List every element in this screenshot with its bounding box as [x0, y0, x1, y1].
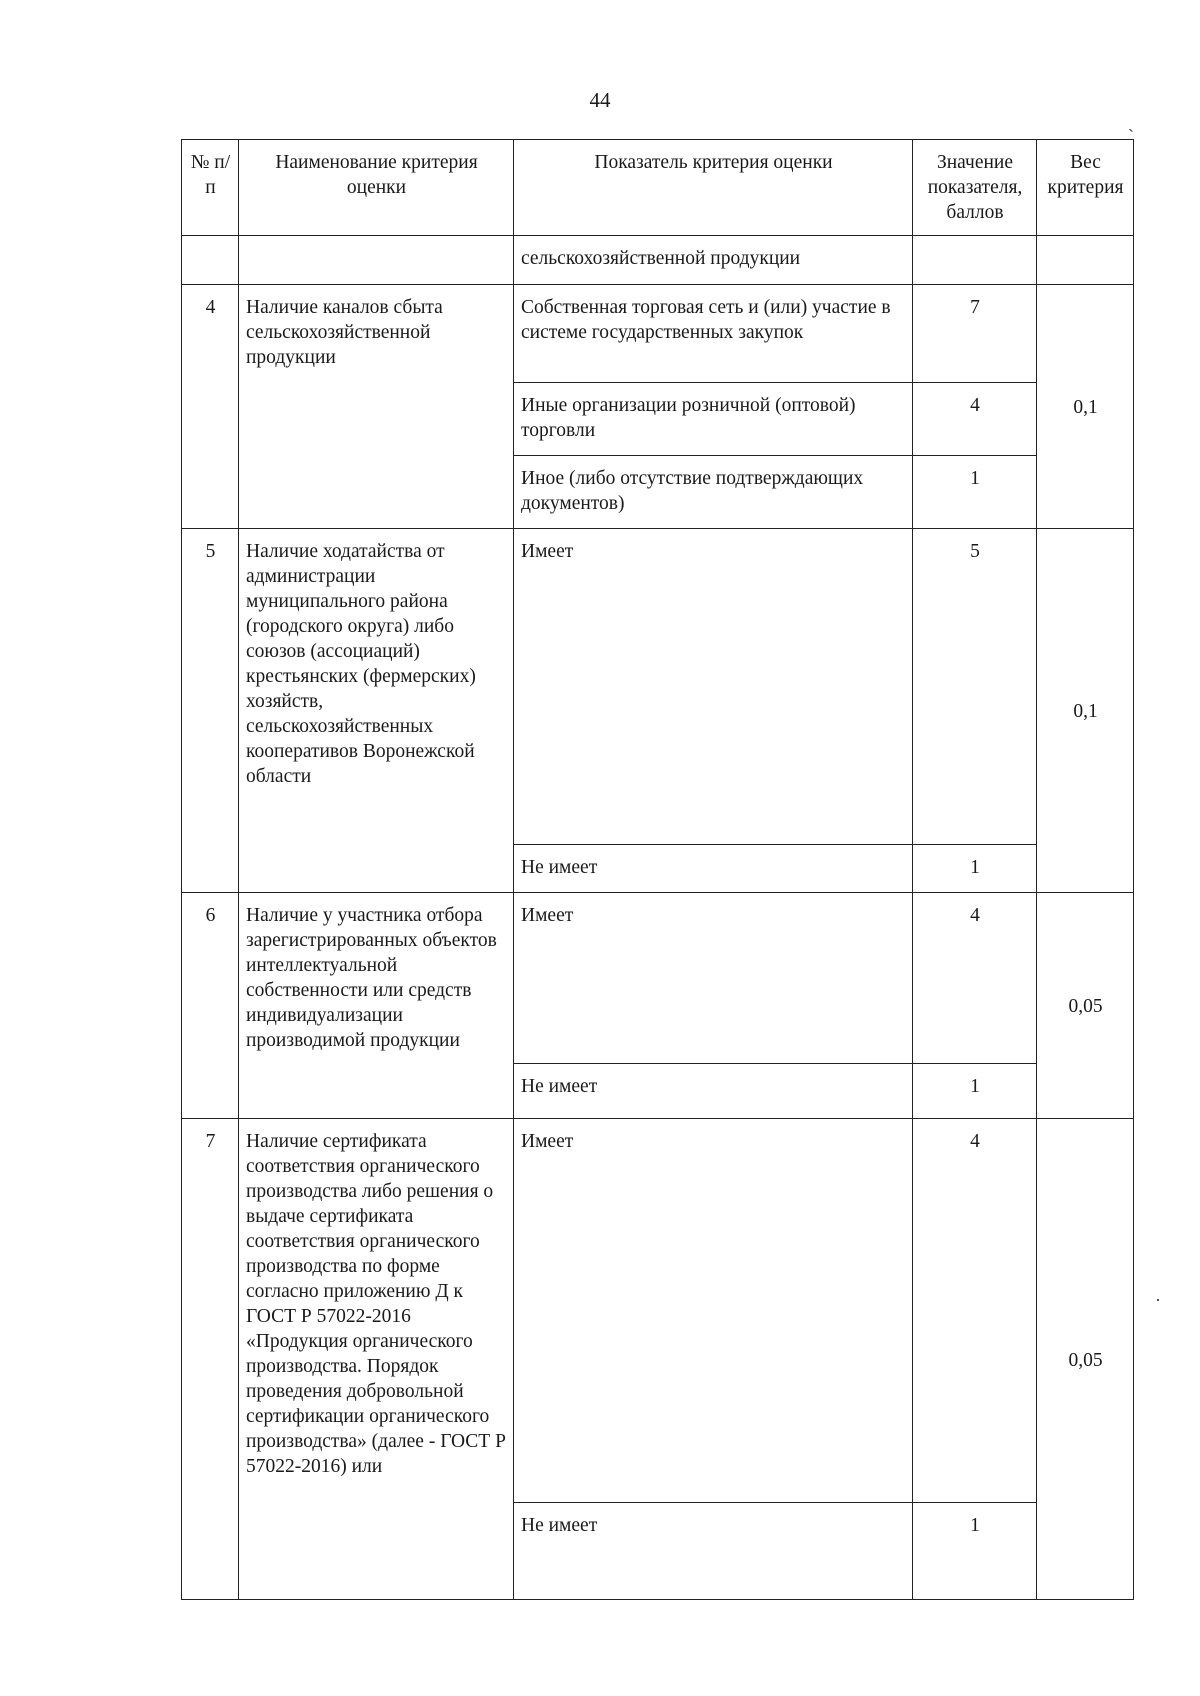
indicator-cell: Имеет — [514, 1119, 913, 1503]
score-cell: 1 — [913, 1064, 1037, 1119]
indicator-cell: Не имеет — [514, 1064, 913, 1119]
header-row — [182, 140, 1134, 236]
header-name: Наименование критерия оценки — [239, 140, 514, 236]
score-cell: 5 — [913, 529, 1037, 845]
page-number: 44 — [589, 88, 611, 112]
header-weight: Вес критерия — [1037, 140, 1134, 236]
indicator-cell: Имеет — [514, 529, 913, 845]
table-row — [182, 1119, 1134, 1503]
indicator-cell: Не имеет — [514, 1503, 913, 1600]
row-number: 6 — [182, 893, 239, 1119]
score-cell — [913, 236, 1037, 285]
score-cell: 7 — [913, 285, 1037, 383]
criterion-weight: 0,05 — [1037, 893, 1134, 1119]
score-cell: 1 — [913, 456, 1037, 529]
score-cell: 4 — [913, 383, 1037, 456]
indicator-cell: сельскохозяйственной продукции — [514, 236, 913, 285]
header-num: № п/п — [182, 140, 239, 236]
criterion-name: Наличие ходатайства от администрации муниципального района (городского округа) либо союзов (ассоциаций) крестьянских (фермерских) хозяйств, сельскохозяйственных кооперативов Воронежской области — [239, 529, 514, 893]
header-score: Значение показателя, баллов — [913, 140, 1037, 236]
criterion-name: Наличие каналов сбыта сельскохозяйственной продукции — [239, 285, 514, 529]
table-row — [182, 529, 1134, 845]
row-number: 5 — [182, 529, 239, 893]
table-row — [182, 285, 1134, 383]
criterion-weight: 0,1 — [1037, 529, 1134, 893]
score-cell: 4 — [913, 893, 1037, 1064]
scan-speck: ˏ — [1128, 112, 1134, 132]
row-number: 7 — [182, 1119, 239, 1600]
criterion-weight: 0,05 — [1037, 1119, 1134, 1600]
score-cell: 4 — [913, 1119, 1037, 1503]
row-number: 4 — [182, 285, 239, 529]
header-indicator: Показатель критерия оценки — [514, 140, 913, 236]
indicator-cell: Иные организации розничной (оптовой) торговли — [514, 383, 913, 456]
criterion-weight: 0,1 — [1037, 285, 1134, 529]
table-row — [182, 893, 1134, 1064]
scan-speck: · — [1155, 1290, 1161, 1310]
criterion-name: Наличие у участника отбора зарегистрированных объектов интеллектуальной собственности или средств индивидуализации производимой продукции — [239, 893, 514, 1119]
num-cell — [182, 236, 239, 285]
weight-cell — [1037, 236, 1134, 285]
indicator-cell: Иное (либо отсутствие подтверждающих документов) — [514, 456, 913, 529]
indicator-cell: Имеет — [514, 893, 913, 1064]
indicator-cell: Собственная торговая сеть и (или) участие в системе государственных закупок — [514, 285, 913, 383]
name-cell — [239, 236, 514, 285]
criteria-table — [181, 139, 1134, 1600]
indicator-cell: Не имеет — [514, 845, 913, 893]
score-cell: 1 — [913, 845, 1037, 893]
score-cell: 1 — [913, 1503, 1037, 1600]
criterion-name: Наличие сертификата соответствия органического производства либо решения о выдаче сертификата соответствия органического производства по форме согласно приложению Д к ГОСТ Р 57022-2016 «Продукция органического производства. Порядок проведения добровольной сертификации органического производства» (далее - ГОСТ Р 57022-2016) или — [239, 1119, 514, 1600]
continuation-row — [182, 236, 1134, 285]
